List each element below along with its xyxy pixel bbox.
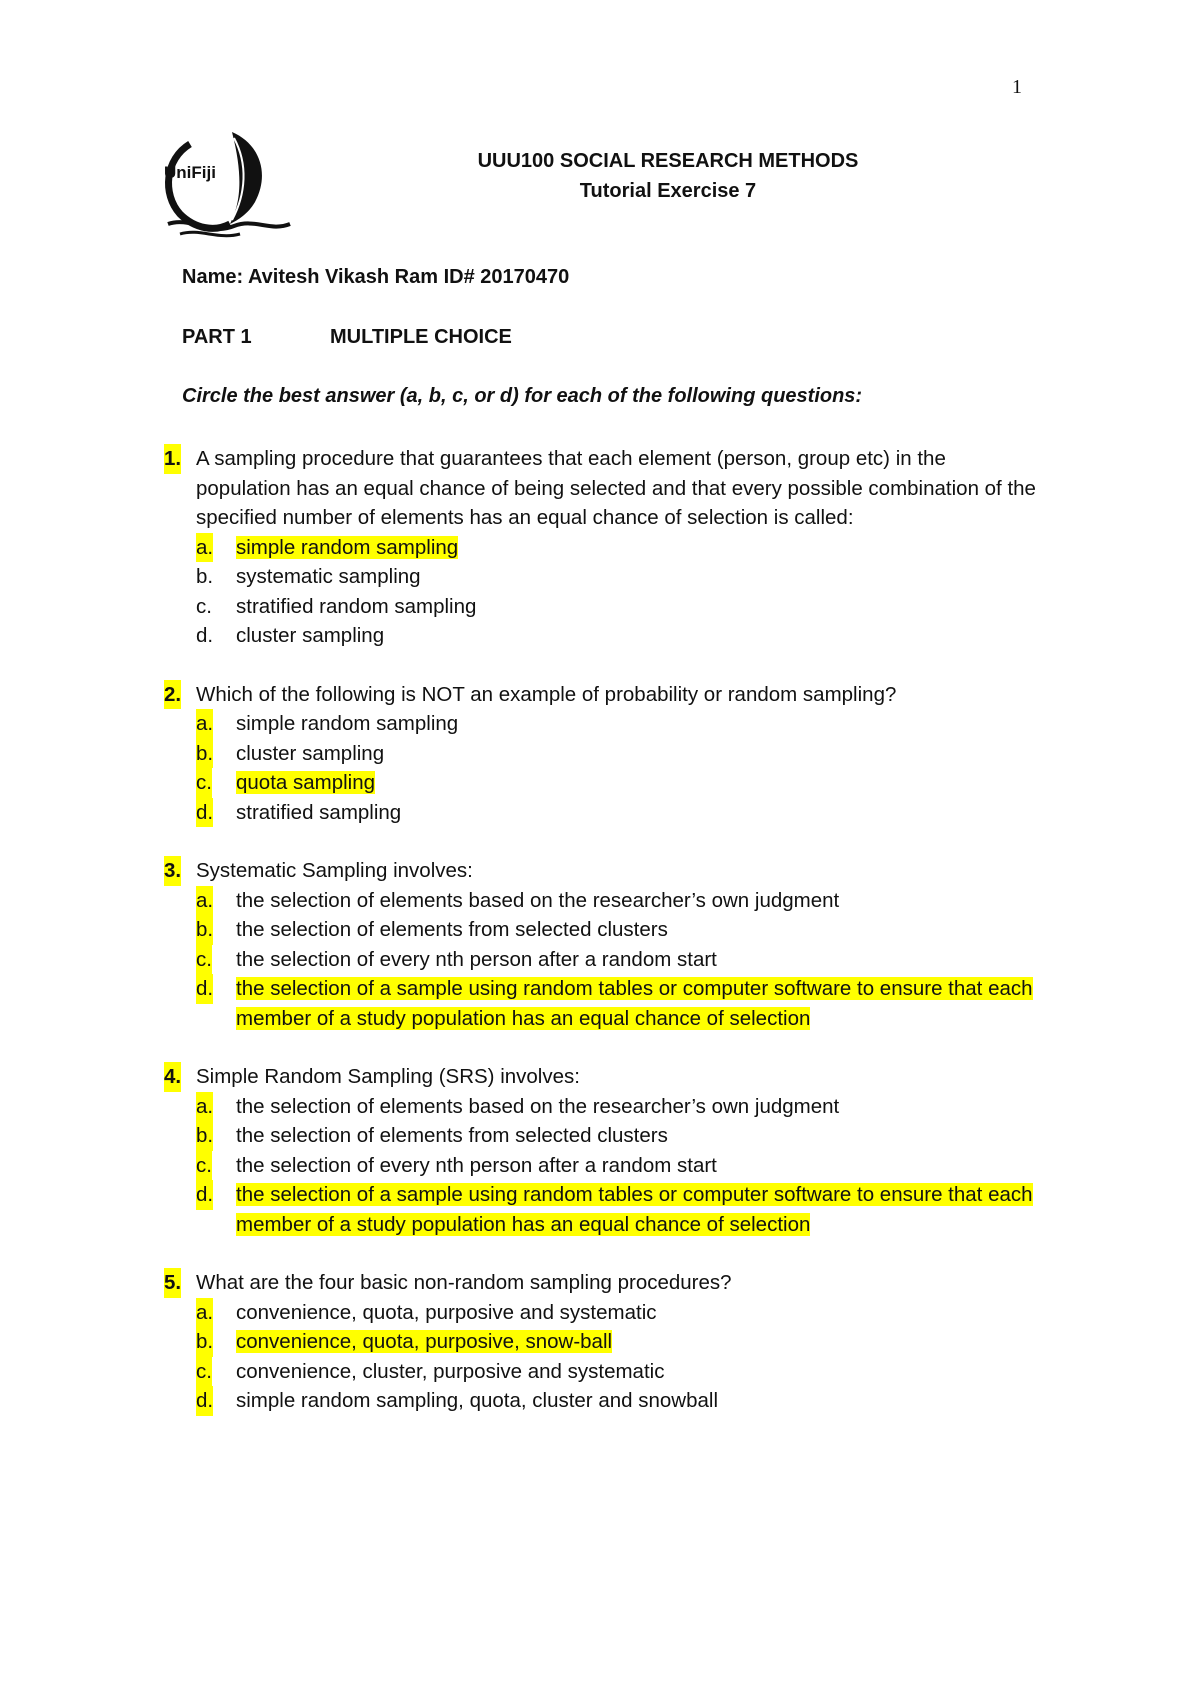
option-text: the selection of elements from selected clusters xyxy=(236,918,668,941)
part-heading xyxy=(182,326,512,349)
option-letter: c. xyxy=(196,594,212,618)
option-text: simple random sampling xyxy=(236,535,459,559)
option-letter: b. xyxy=(196,915,213,945)
question-stem: Which of the following is NOT an example of probability or random sampling? xyxy=(196,682,897,706)
option-letter: c. xyxy=(196,1357,212,1387)
question-stem: What are the four basic non-random sampling procedures? xyxy=(196,1271,732,1294)
question-4 xyxy=(164,1062,1044,1239)
option-text: cluster sampling xyxy=(236,624,385,647)
question-number: 4. xyxy=(164,1062,181,1092)
answer-option[interactable] xyxy=(196,1180,1044,1239)
option-text: the selection of every nth person after a random start xyxy=(236,1153,717,1177)
question-3 xyxy=(164,856,1044,1033)
option-letter: a. xyxy=(196,886,213,916)
answer-option[interactable] xyxy=(196,1298,1044,1328)
option-letter: c. xyxy=(196,945,212,975)
option-text: the selection of a sample using random tables or computer software to ensure that each member of a study population has an equal chance of selection xyxy=(236,977,1033,1030)
option-letter: a. xyxy=(196,533,213,563)
answer-option[interactable] xyxy=(196,1092,1044,1122)
option-text: quota sampling xyxy=(236,771,376,794)
answer-option[interactable] xyxy=(196,974,1044,1033)
part-title: MULTIPLE CHOICE xyxy=(330,326,512,348)
answer-option[interactable] xyxy=(196,1386,1044,1416)
answer-option[interactable] xyxy=(196,1151,1044,1181)
option-letter: b. xyxy=(196,1327,213,1357)
option-text: cluster sampling xyxy=(236,741,385,765)
option-text: simple random sampling, quota, cluster and snowball xyxy=(236,1389,719,1412)
page-number: 1 xyxy=(1012,76,1022,98)
option-letter: a. xyxy=(196,1298,213,1328)
answer-option[interactable] xyxy=(196,621,1044,651)
question-list xyxy=(164,444,1044,1445)
option-letter: d. xyxy=(196,974,213,1004)
answer-option[interactable] xyxy=(196,915,1044,945)
part-label: PART 1 xyxy=(182,326,252,348)
option-letter: b. xyxy=(196,565,214,588)
option-letter: a. xyxy=(196,709,213,739)
option-text: stratified sampling xyxy=(236,800,402,824)
question-number: 3. xyxy=(164,856,181,886)
option-text: the selection of every nth person after a random start xyxy=(236,947,717,971)
option-letter: c. xyxy=(196,1151,212,1181)
option-letter: d. xyxy=(196,1180,213,1210)
option-letter: d. xyxy=(196,1386,213,1416)
option-text: the selection of elements based on the researcher’s own judgment xyxy=(236,888,840,912)
option-text: convenience, cluster, purposive and systematic xyxy=(236,1359,665,1383)
option-text: stratified random sampling xyxy=(236,594,477,618)
instruction-text: Circle the best answer (a, b, c, or d) for each of the following questions: xyxy=(182,385,863,407)
question-stem: Systematic Sampling involves: xyxy=(196,859,473,882)
answer-option[interactable] xyxy=(196,1121,1044,1151)
answer-option[interactable] xyxy=(196,1327,1044,1357)
option-text: the selection of elements based on the researcher’s own judgment xyxy=(236,1094,840,1118)
answer-option[interactable] xyxy=(196,945,1044,975)
question-2 xyxy=(164,680,1044,828)
answer-option[interactable] xyxy=(196,709,1044,739)
option-letter: d. xyxy=(196,798,213,828)
option-letter: b. xyxy=(196,739,213,769)
question-stem: A sampling procedure that guarantees that each element (person, group etc) in the population has an equal chance of being selected and that every possible combination of the specified number of elements has an equal chance of selection is called: xyxy=(196,447,1036,529)
answer-option[interactable] xyxy=(196,533,1044,563)
unifiji-logo-icon xyxy=(160,124,294,240)
question-5 xyxy=(164,1268,1044,1416)
option-text: convenience, quota, purposive and systematic xyxy=(236,1300,657,1324)
option-text: the selection of elements from selected clusters xyxy=(236,1124,668,1147)
answer-option[interactable] xyxy=(196,562,1044,592)
answer-option[interactable] xyxy=(196,739,1044,769)
option-text: convenience, quota, purposive, snow-ball xyxy=(236,1330,613,1353)
option-letter: b. xyxy=(196,1121,213,1151)
document-header xyxy=(368,146,968,206)
answer-option[interactable] xyxy=(196,768,1044,798)
answer-option[interactable] xyxy=(196,592,1044,622)
option-text: the selection of a sample using random tables or computer software to ensure that each member of a study population has an equal chance of selection xyxy=(236,1183,1033,1236)
option-letter: d. xyxy=(196,624,214,647)
option-letter: c. xyxy=(196,768,212,798)
unifiji-logo xyxy=(160,124,294,240)
option-letter: a. xyxy=(196,1092,213,1122)
question-1 xyxy=(164,444,1044,651)
course-title: UUU100 SOCIAL RESEARCH METHODS xyxy=(477,150,859,172)
question-number: 5. xyxy=(164,1268,181,1298)
answer-option[interactable] xyxy=(196,1357,1044,1387)
exercise-title: Tutorial Exercise 7 xyxy=(579,180,757,202)
option-text: systematic sampling xyxy=(236,565,421,588)
logo-text: UniFiji xyxy=(164,163,216,182)
answer-option[interactable] xyxy=(196,886,1044,916)
answer-option[interactable] xyxy=(196,798,1044,828)
question-number: 1. xyxy=(164,444,181,474)
question-stem: Simple Random Sampling (SRS) involves: xyxy=(196,1065,580,1088)
student-name-id: Name: Avitesh Vikash Ram ID# 20170470 xyxy=(182,266,570,288)
option-text: simple random sampling xyxy=(236,712,459,735)
question-number: 2. xyxy=(164,680,181,710)
